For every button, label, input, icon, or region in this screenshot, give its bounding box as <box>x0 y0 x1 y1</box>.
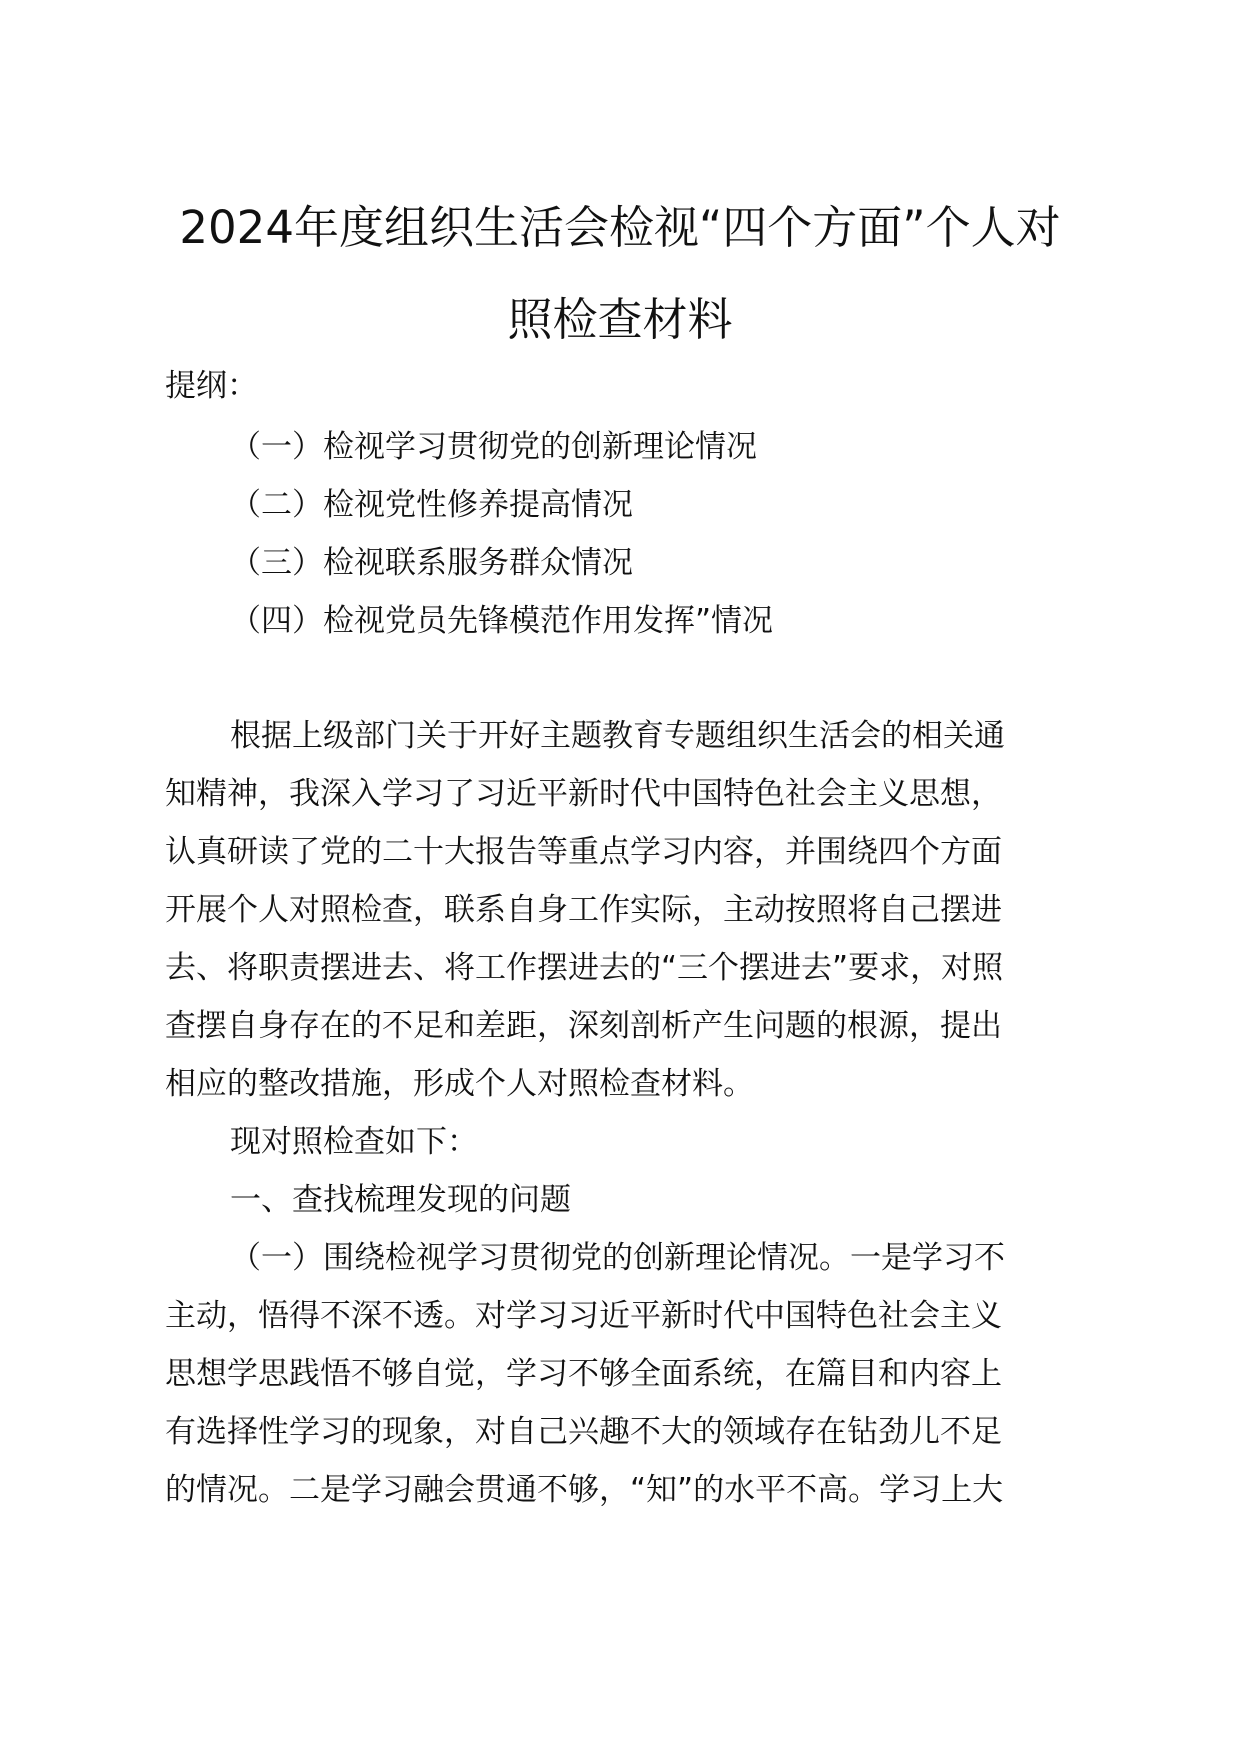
outline-list <box>230 418 773 650</box>
document-title-line-1: 2024年度组织生活会检视“四个方面”个人对 <box>179 201 1061 254</box>
section-1-point-one: 一是学习不 <box>850 1240 1005 1276</box>
intro-line: 根据上级部门关于开好主题教育专题组织生活会的相关通 <box>230 718 1005 754</box>
outline-item: （三）检视联系服务群众情况 <box>230 545 633 581</box>
intro-paragraph <box>165 707 1085 1519</box>
intro-line: 去、将职责摆进去、将工作摆进去的“三个摆进去”要求，对照 <box>165 950 1004 986</box>
section-heading: 一、查找梳理发现的问题 <box>230 1182 571 1218</box>
intro-line: 知精神，我深入学习了习近平新时代中国特色社会主义思想， <box>165 776 1002 812</box>
intro-line: 认真研读了党的二十大报告等重点学习内容，并围绕四个方面 <box>165 834 1002 870</box>
document-title-line-2: 照检查材料 <box>507 293 733 346</box>
outline-label: 提纲： <box>165 368 258 404</box>
section-1-first-line <box>165 1229 1085 1287</box>
section-1-line: 思想学思践悟不够自觉，学习不够全面系统，在篇目和内容上 <box>165 1356 1002 1392</box>
intro-line: 查摆自身存在的不足和差距，深刻剖析产生问题的根源，提出 <box>165 1008 1002 1044</box>
intro-line: 开展个人对照检查，联系自身工作实际，主动按照将自己摆进 <box>165 892 1002 928</box>
intro-line: 相应的整改措施，形成个人对照检查材料。 <box>165 1066 754 1102</box>
section-1-line: 主动，悟得不深不透。对学习习近平新时代中国特色社会主义 <box>165 1298 1002 1334</box>
section-1-heading: （一）围绕检视学习贯彻党的创新理论情况。 <box>230 1240 850 1276</box>
outline-item: （二）检视党性修养提高情况 <box>230 487 633 523</box>
lead-in: 现对照检查如下： <box>230 1124 478 1160</box>
section-1-line: 有选择性学习的现象，对自己兴趣不大的领域存在钻劲儿不足 <box>165 1414 1002 1450</box>
section-1-line: 的情况。二是学习融会贯通不够，“知”的水平不高。学习上大 <box>165 1472 1004 1508</box>
outline-item: （一）检视学习贯彻党的创新理论情况 <box>230 429 757 465</box>
outline-item: （四）检视党员先锋模范作用发挥”情况 <box>230 603 774 639</box>
